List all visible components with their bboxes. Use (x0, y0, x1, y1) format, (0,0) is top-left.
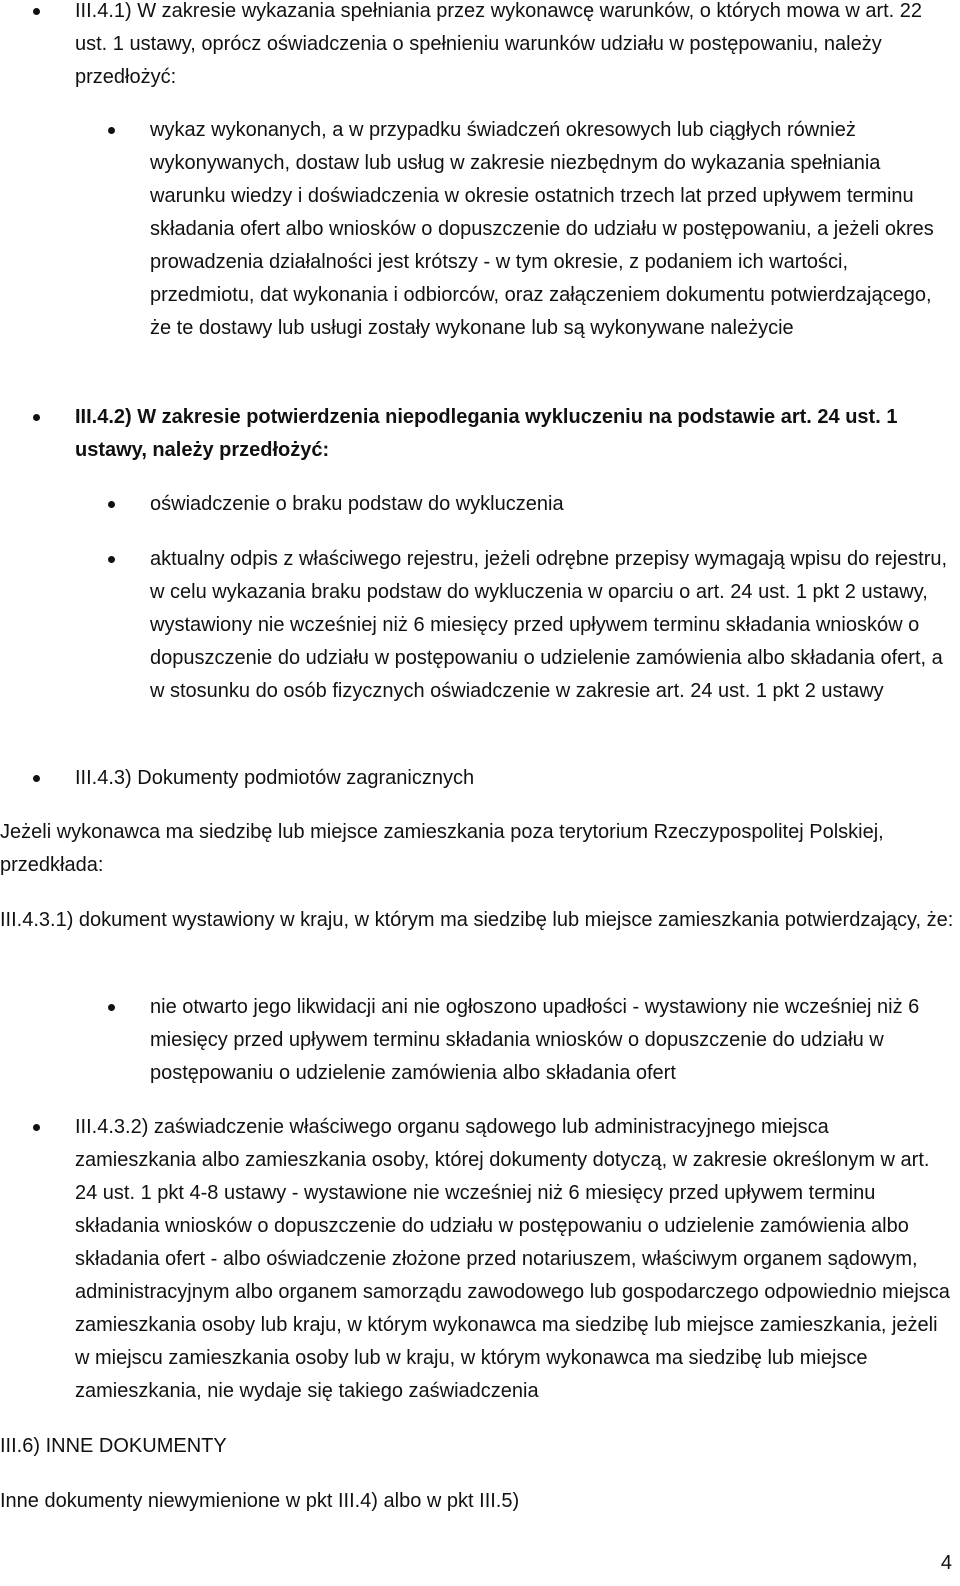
section-3432: III.4.3.2) zaświadczenie właściwego organu sądowego lub administracyjnego miejsca zamieszkania albo zamieszkania osoby, której dokumenty dotyczą, w zakresie określonym w art. 24 ust. 1 pkt 4-8 ustawy - wystawione nie wcześniej niż 6 miesięcy przed upływem terminu składania wniosków o dopuszczenie do udziału w postępowaniu o udzielenie zamówienia albo składania ofert - albo oświadczenie złożone przed notariuszem, właściwym organem sądowym, administracyjnym albo organem samorządu zawodowego lub gospodarczego odpowiednio miejsca zamieszkania osoby lub kraju, w którym wykonawca ma siedzibę lub miejsce zamieszkania, jeżeli w miejscu zamieszkania osoby lub w kraju, w którym wykonawca ma siedzibę lub miejsce zamieszkania, nie wydaje się takiego zaświadczenia (75, 1111, 955, 1408)
section-3431-title: III.4.3.1) dokument wystawiony w kraju, w którym ma siedzibę lub miejsce zamieszkania potwierdzający, że: (0, 909, 954, 931)
section-36-text: Inne dokumenty niewymienione w pkt III.4) albo w pkt III.5) (0, 1490, 520, 1512)
section-3431-item: nie otwarto jego likwidacji ani nie ogłoszono upadłości - wystawiony nie wcześniej niż 6 miesięcy przed upływem terminu składania wniosków o dopuszczenie do udziału w postępowaniu o udzielenie zamówienia albo składania ofert (150, 991, 955, 1090)
section-342-item-1: oświadczenie o braku podstaw do wykluczenia (150, 488, 955, 521)
page-number: 4 (940, 1552, 952, 1574)
section-343-intro: Jeżeli wykonawca ma siedzibę lub miejsce zamieszkania poza terytorium Rzeczypospolitej Polskiej, przedkłada: (0, 821, 884, 876)
section-343-title: III.4.3) Dokumenty podmiotów zagranicznych (75, 762, 955, 795)
section-341-item: wykaz wykonanych, a w przypadku świadczeń okresowych lub ciągłych również wykonywanych, dostaw lub usług w zakresie niezbędnym do wykazania spełniania warunku wiedzy i doświadczenia w okresie ostatnich trzech lat przed upływem terminu składania ofert albo wniosków o dopuszczenie do udziału w postępowaniu, a jeżeli okres prowadzenia działalności jest krótszy - w tym okresie, z podaniem ich wartości, przedmiotu, dat wykonania i odbiorców, oraz załączeniem dokumentu potwierdzającego, że te dostawy lub usługi zostały wykonane lub są wykonywane należycie (150, 114, 955, 345)
section-342-title: III.4.2) W zakresie potwierdzenia niepodlegania wykluczeniu na podstawie art. 24 ust. 1 ustawy, należy przedłożyć: (75, 401, 955, 467)
section-36-title: III.6) INNE DOKUMENTY (0, 1435, 227, 1457)
section-342-item-2: aktualny odpis z właściwego rejestru, jeżeli odrębne przepisy wymagają wpisu do rejestru, w celu wykazania braku podstaw do wykluczenia w oparciu o art. 24 ust. 1 pkt 2 ustawy, wystawiony nie wcześniej niż 6 miesięcy przed upływem terminu składania wniosków o dopuszczenie do udziału w postępowaniu o udzielenie zamówienia albo składania ofert, a w stosunku do osób fizycznych oświadczenie w zakresie art. 24 ust. 1 pkt 2 ustawy (150, 543, 955, 708)
section-341-title: III.4.1) W zakresie wykazania spełniania przez wykonawcę warunków, o których mowa w art. 22 ust. 1 ustawy, oprócz oświadczenia o spełnieniu warunków udziału w postępowaniu, należy przedłożyć: (75, 0, 955, 94)
